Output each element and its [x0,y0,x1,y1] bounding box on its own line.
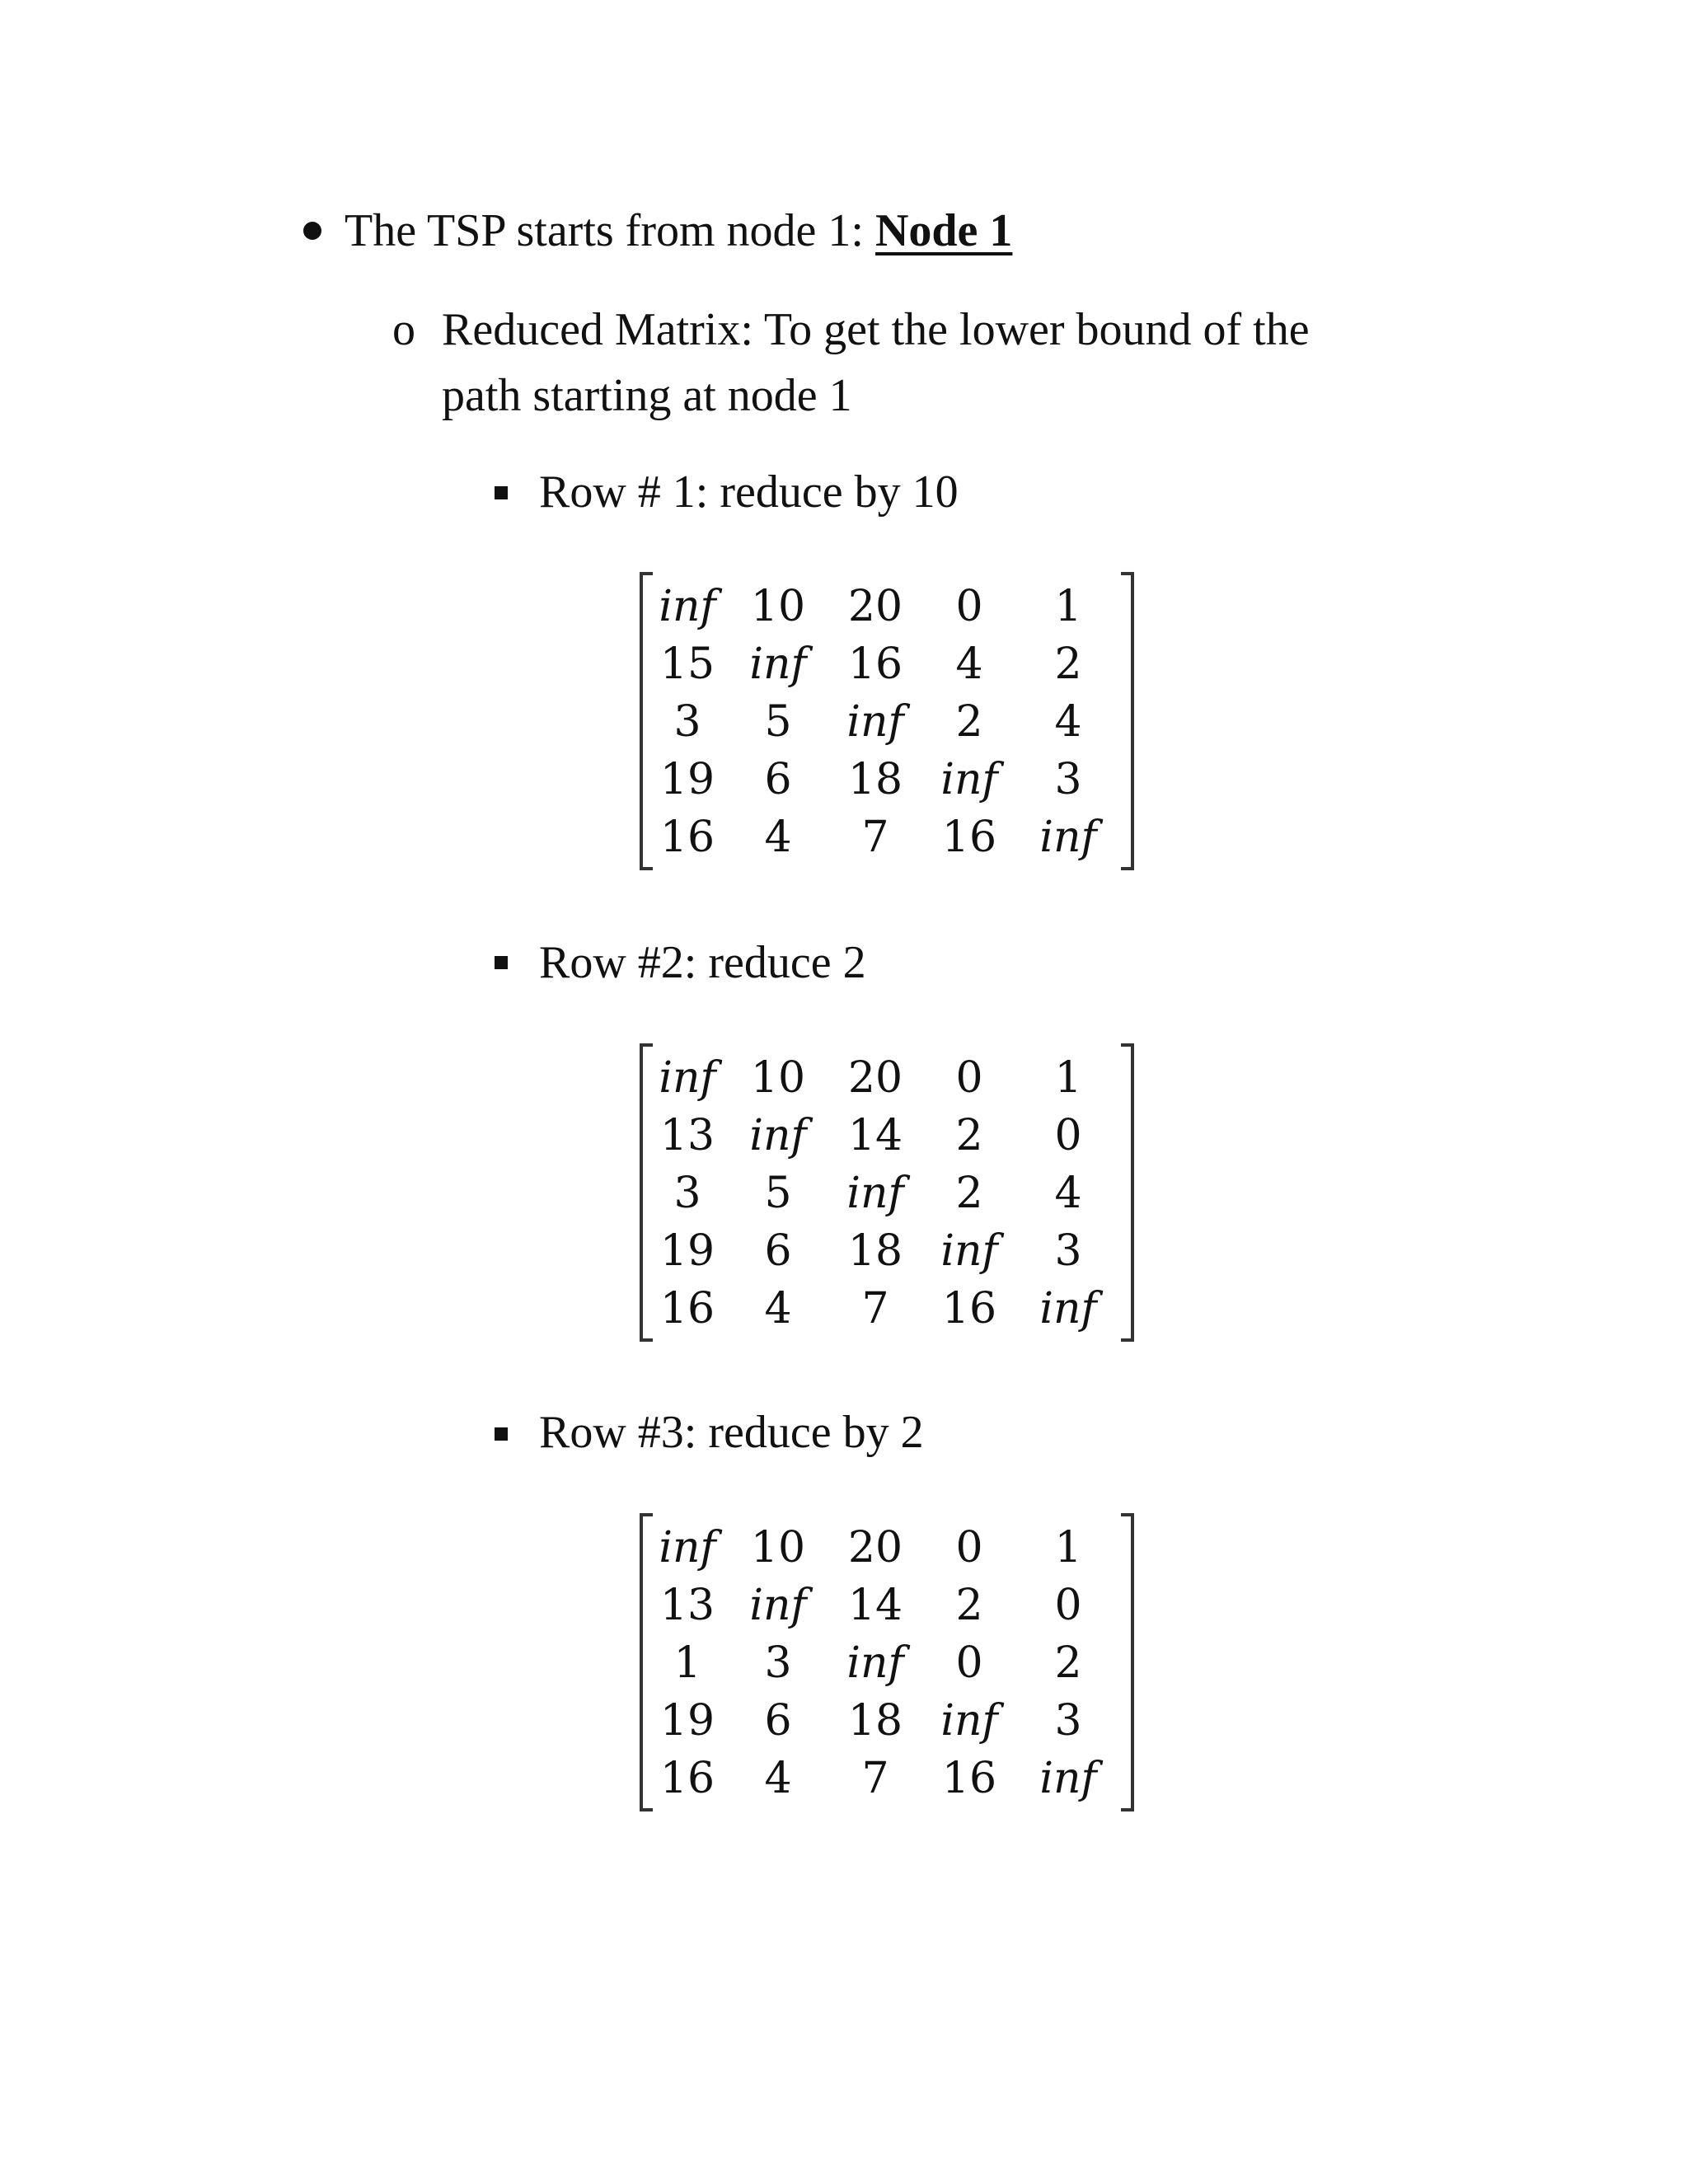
bullet-circle-icon: o [392,304,415,355]
matrix-cell: inf [846,1169,904,1218]
matrix-cell: inf [659,1523,716,1572]
matrix-cell: inf [659,1053,716,1103]
matrix-cell: 0 [955,1523,983,1572]
matrix-cell: 18 [847,1696,903,1746]
right-bracket [1121,572,1134,870]
matrix-cell: 1 [1054,582,1082,631]
matrix-cell: 3 [1054,1696,1082,1746]
step-label: Row #2: reduce 2 [539,937,866,988]
matrix-cell: 3 [673,1169,701,1218]
matrix-step-2 [640,1043,1134,1342]
matrix-cell: inf [1039,813,1097,862]
matrix-cell: 20 [847,1053,903,1103]
matrix-cell: 0 [955,1638,983,1688]
matrix-cell: 6 [764,755,792,804]
matrix-cell: 2 [955,1581,983,1630]
matrix-cell: 16 [941,813,997,862]
matrix-cell: inf [846,1638,904,1688]
matrix-cell: 4 [764,813,792,862]
matrix-cell: inf [749,1111,807,1160]
matrix-cell: 16 [847,640,903,689]
matrix-cell: 3 [764,1638,792,1688]
subheading-line-1: Reduced Matrix: To get the lower bound of the [442,304,1310,355]
matrix-cell: 2 [1054,640,1082,689]
bullet-square-icon [495,956,508,969]
matrix-cell: 5 [764,697,792,747]
matrix-cell: 0 [955,582,983,631]
matrix-cell: 20 [847,582,903,631]
matrix-cell: 3 [1054,1226,1082,1276]
matrix-cell: 7 [861,813,889,862]
matrix-cell: inf [1039,1754,1097,1803]
matrix-cell: 19 [659,755,715,804]
matrix-cell: 18 [847,1226,903,1276]
heading-prefix: The TSP starts from node 1: [345,205,875,256]
matrix-cell: 3 [1054,755,1082,804]
matrix-cell: 18 [847,755,903,804]
matrix-cell: inf [940,1696,998,1746]
matrix-cell: 16 [659,1754,715,1803]
matrix-cell: 1 [673,1638,701,1688]
matrix-cell: 0 [1054,1111,1082,1160]
matrix-cell: 6 [764,1226,792,1276]
right-bracket [1121,1043,1134,1342]
matrix-cell: inf [846,697,904,747]
matrix-cell: 2 [955,1111,983,1160]
matrix-cell: 7 [861,1754,889,1803]
matrix-cell: 2 [1054,1638,1082,1688]
matrix-cell: 4 [1054,697,1082,747]
matrix-cell: 7 [861,1284,889,1333]
matrix-cell: 10 [750,1053,806,1103]
node-label: Node 1 [874,205,1013,256]
matrix-cell: 2 [955,1169,983,1218]
right-bracket [1121,1513,1134,1811]
matrix-cell: 4 [1054,1169,1082,1218]
matrix-cell: 2 [955,697,983,747]
matrix-cell: 19 [659,1226,715,1276]
matrix-step-1 [640,572,1134,870]
matrix-cell: 4 [764,1754,792,1803]
subheading-line-2: path starting at node 1 [442,370,852,421]
matrix-cell: 16 [941,1284,997,1333]
matrix-cell: 0 [1054,1581,1082,1630]
matrix-cell: 10 [750,1523,806,1572]
matrix-cell: 10 [750,582,806,631]
matrix-cell: 3 [673,697,701,747]
matrix-cell: 15 [659,640,715,689]
matrix-cell: inf [940,1226,998,1276]
matrix-cell: 4 [955,640,983,689]
heading-line [345,198,1012,264]
matrix-cell: 19 [659,1696,715,1746]
matrix-cell: 13 [659,1581,715,1630]
bullet-square-icon [495,1427,508,1441]
matrix-cell: 14 [847,1111,903,1160]
step-label: Row # 1: reduce by 10 [539,466,959,518]
matrix-cell: 13 [659,1111,715,1160]
matrix-cell: 4 [764,1284,792,1333]
step-label: Row #3: reduce by 2 [539,1407,924,1458]
matrix-cell: 16 [659,1284,715,1333]
matrix-cell: 14 [847,1581,903,1630]
matrix-cell: inf [659,582,716,631]
matrix-cell: 1 [1054,1053,1082,1103]
matrix-cell: 16 [659,813,715,862]
matrix-step-3 [640,1513,1134,1811]
matrix-cell: inf [749,1581,807,1630]
matrix-cell: 16 [941,1754,997,1803]
bullet-square-icon [495,486,508,499]
matrix-cell: inf [1039,1284,1097,1333]
matrix-cell: inf [940,755,998,804]
matrix-cell: 6 [764,1696,792,1746]
matrix-cell: 1 [1054,1523,1082,1572]
matrix-cell: 20 [847,1523,903,1572]
matrix-cell: 0 [955,1053,983,1103]
matrix-cell: inf [749,640,807,689]
matrix-cell: 5 [764,1169,792,1218]
bullet-dot-icon [303,222,321,240]
